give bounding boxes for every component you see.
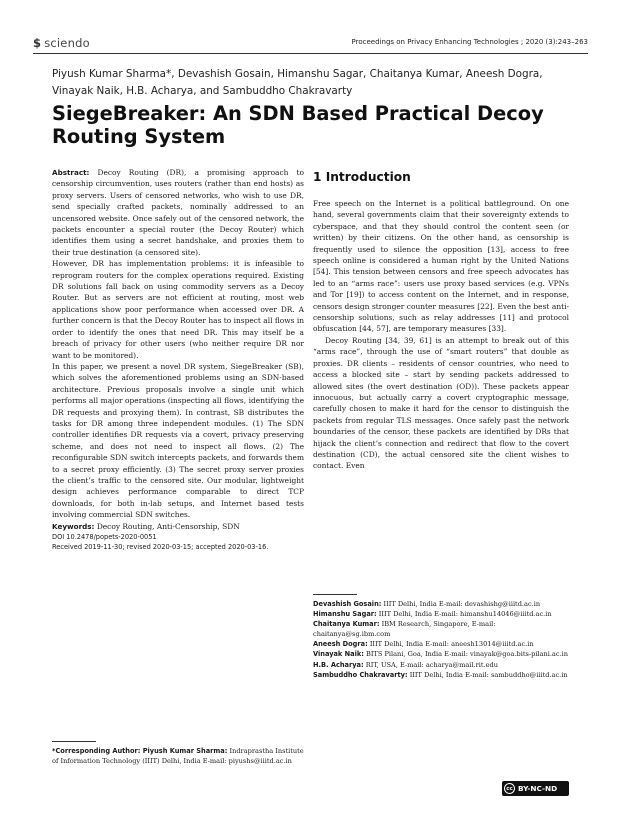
corresponding-author: *Corresponding Author: Piyush Kumar Sharma: Indraprastha Institute of Information Technology (IIIT) Delhi, India E-mail: piyushs@iiitd.ac.in bbox=[52, 747, 304, 766]
creative-commons-icon: cc bbox=[504, 783, 515, 794]
title-line-1: SiegeBreaker: An SDN Based Practical Decoy bbox=[52, 102, 544, 125]
affiliation-item: Vinayak Naik: BITS Pilani, Goa, India E-mail: vinayak@goa.bits-pilani.ac.in bbox=[313, 650, 568, 659]
intro-p2: Decoy Routing [34, 39, 61] is an attempt to break out of this “arms race”, through the use of “smart routers” that double as proxies. DR clients – residents of censor countries, who need to access a blocked site – start by sending packets addressed to allowed sites (the overt destination (OD)). These packets appear innocuous, but actually carry a covert cryptographic message, carefully chosen to make it hard for the censor to distinguish the packets from regular TLS messages. Once safely past the network boundaries of the censor, these packets are identified by DRs that hijack the client’s connection and redirect that flow to the covert destination (CD), the actual censored site the client wishes to contact. Even bbox=[313, 335, 569, 471]
journal-citation: Proceedings on Privacy Enhancing Technologies ; 2020 (3):243–263 bbox=[351, 38, 588, 46]
abstract-p1: Abstract: Decoy Routing (DR), a promising approach to censorship circumvention, uses routers (rather than end hosts) as proxy servers. Users of censored networks, who wish to use DR, send specially crafted packets, nominally addressed to an uncensored website. Once safely out of the censored network, the packets encounter a special router (the Decoy Router) which identifies them using a secret handshake, and proxies them to their true destination (a censored site). bbox=[52, 168, 304, 257]
keywords-label: Keywords: bbox=[52, 521, 95, 531]
license-text: BY-NC-ND bbox=[518, 784, 558, 793]
page-header bbox=[33, 36, 588, 52]
right-column bbox=[313, 198, 569, 472]
affiliation-item: Aneesh Dogra: IIIT Delhi, India E-mail: aneesh13014@iiitd.ac.in bbox=[313, 640, 534, 649]
keywords: Keywords: Decoy Routing, Anti-Censorship, SDN bbox=[52, 521, 240, 531]
affiliation-item: Chaitanya Kumar: IBM Research, Singapore, E-mail: chaitanya@sg.ibm.com bbox=[313, 620, 496, 639]
affiliations bbox=[313, 599, 569, 680]
authors-line-2: Vinayak Naik, H.B. Acharya, and Sambuddho Chakravarty bbox=[52, 85, 353, 97]
authors-line-1: Piyush Kumar Sharma*, Devashish Gosain, Himanshu Sagar, Chaitanya Kumar, Aneesh Dogra, bbox=[52, 68, 543, 80]
affiliation-item: Himanshu Sagar: IIIT Delhi, India E-mail: himanshu14046@iiitd.ac.in bbox=[313, 610, 552, 619]
footnote-rule-left bbox=[52, 741, 96, 742]
received-dates: Received 2019-11-30; revised 2020-03-15; accepted 2020-03-16. bbox=[52, 543, 269, 551]
title-line-2: Routing System bbox=[52, 125, 226, 148]
sciendo-logo: $ sciendo bbox=[33, 36, 90, 50]
footnote-rule-right bbox=[313, 594, 357, 595]
affiliation-item: H.B. Acharya: RIT, USA, E-mail: acharya@mail.rit.edu bbox=[313, 660, 498, 669]
cc-license-badge[interactable] bbox=[502, 781, 569, 796]
affiliation-item: Devashish Gosain: IIIT Delhi, India E-mail: devashishg@iiitd.ac.in bbox=[313, 600, 541, 608]
affiliation-item: Sambuddho Chakravarty: IIIT Delhi, India E-mail: sambuddho@iiitd.ac.in bbox=[313, 670, 568, 679]
doi: DOI 10.2478/popets-2020-0051 bbox=[52, 533, 157, 541]
sciendo-s-icon: $ bbox=[33, 36, 42, 50]
paper-title bbox=[52, 102, 572, 148]
intro-p1: Free speech on the Internet is a political battleground. On one hand, several governments claim that their sovereignty extends to cyberspace, and that they should control the content seen (or written) by their citizens. On the other hand, as censorship is frequently used to silence the opposition [13], access to free speech online is considered a human right by the United Nations [54]. This tension between censors and free speech advocates has led to an “arms race”: users use proxy based services (e.g. VPNs and Tor [19]) to access content on the Internet, and in response, censors design stronger counter measures [22]. Even the best anti-censorship solutions, such as relay addresses [11] and protocol obfuscation [44, 57], are temporary measures [33]. bbox=[313, 199, 569, 334]
section-heading-introduction: 1 Introduction bbox=[313, 170, 411, 184]
abstract-p2: However, DR has implementation problems: it is infeasible to reprogram routers for the complex operations required. Existing DR solutions fall back on using commodity servers as a Decoy Router. But as servers are not efficient at routing, most web applications show poor performance when accessed over DR. A further concern is that the Decoy Router has to inspect all flows in order to identify the ones that need DR. This may itself be a breach of privacy for other users (who neither require DR nor want to be monitored). bbox=[52, 259, 304, 360]
abstract-p3: In this paper, we present a novel DR system, SiegeBreaker (SB), which solves the aforementioned problems using an SDN-based architecture. Previous proposals involve a single unit which performs all major operations (inspecting all flows, identifying the DR requests and proxying them). In contrast, SB distributes the tasks for DR among three independent modules. (1) The SDN controller identifies DR requests via a covert, privacy preserving scheme, and does not need to inspect all flows. (2) The reconfigurable SDN switch intercepts packets, and forwards them to a secret proxy efficiently. (3) The secret proxy server proxies the client’s traffic to the censored site. Our modular, lightweight design achieves performance comparable to direct TCP downloads, for both in-lab setups, and Internet based tests involving commercial SDN switches. bbox=[52, 361, 304, 520]
abstract-label: Abstract: bbox=[52, 168, 90, 177]
left-column bbox=[52, 167, 304, 552]
header-rule bbox=[33, 53, 588, 54]
author-list bbox=[52, 66, 572, 100]
